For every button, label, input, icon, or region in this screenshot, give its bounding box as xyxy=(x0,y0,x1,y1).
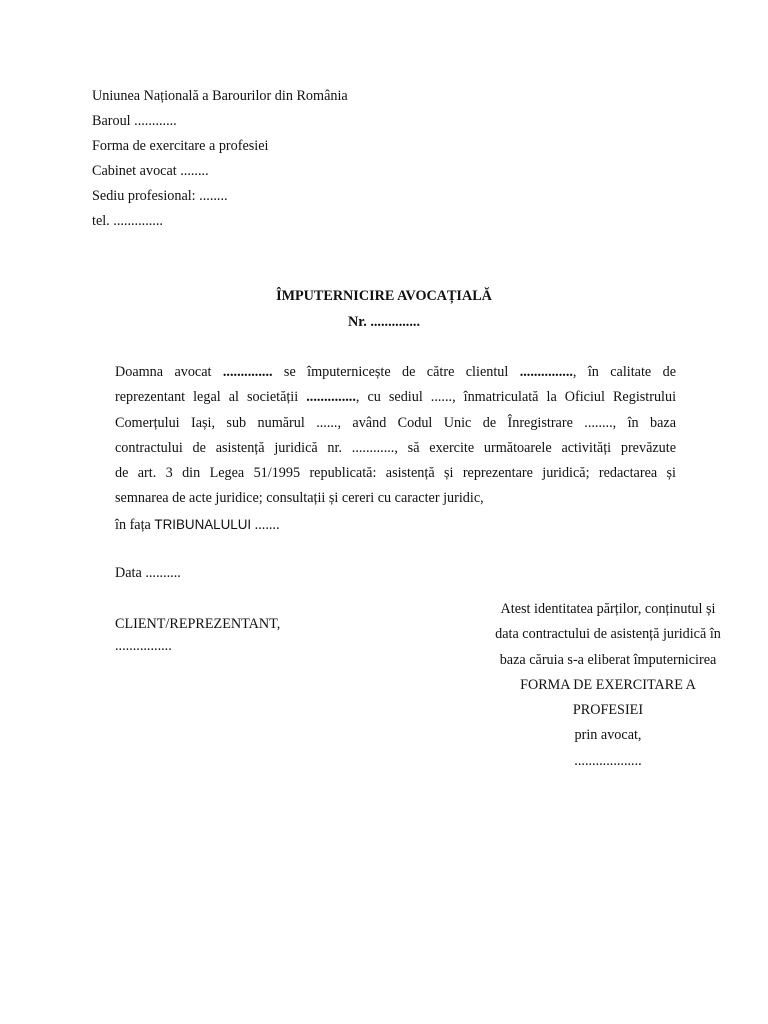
client-signature-block xyxy=(115,613,280,657)
paragraph-line-2 xyxy=(115,385,676,410)
client-name-placeholder: ............... xyxy=(519,364,573,380)
practice-form: Forma de exercitare a profesiei xyxy=(92,138,269,154)
company-name-placeholder: .............. xyxy=(306,389,356,406)
registered-office: Sediu profesional: ........ xyxy=(92,188,228,204)
court-name: TRIBUNALULUI xyxy=(154,516,252,532)
date-line: Data .......... xyxy=(115,565,181,581)
paragraph-line-6: semnarea de acte juridice; consultații și cereri cu caracter juridic, xyxy=(115,490,484,507)
law-office: Cabinet avocat ........ xyxy=(92,163,209,179)
text-fragment: reprezentant legal al societății xyxy=(115,389,299,406)
lawyer-signature-dots: ................... xyxy=(574,752,642,769)
paragraph-line-5: de art. 3 din Legea 51/1995 republicată: asistență și reprezentare juridică; redactarea și xyxy=(115,465,676,482)
text-fragment: ....... xyxy=(254,516,280,533)
lawyer-name-placeholder: .............. xyxy=(222,364,273,380)
paragraph-line-7 xyxy=(115,512,676,538)
document-title: ÎMPUTERNICIRE AVOCAȚIALĂ xyxy=(276,288,492,304)
paragraph-line-1 xyxy=(115,360,676,385)
text-fragment: se împuternicește de către clientul xyxy=(283,364,509,380)
attest-line-4: FORMA DE EXERCITARE A xyxy=(520,676,696,693)
text-fragment: , în calitate de xyxy=(572,364,676,380)
attest-line-3: baza căruia s-a eliberat împuternicirea xyxy=(499,651,717,668)
text-fragment: , cu sediul ......, înmatriculată la Oficiul Registrului xyxy=(355,389,677,406)
document-number: Nr. .............. xyxy=(348,314,420,330)
text-fragment: în fața xyxy=(115,516,151,533)
bar-union-name: Uniunea Națională a Barourilor din România xyxy=(92,88,348,104)
client-label: CLIENT/REPREZENTANT, xyxy=(115,616,281,632)
bar-name: Baroul ............ xyxy=(92,113,177,129)
client-signature-dots: ................ xyxy=(115,638,172,654)
lawyer-attestation-block xyxy=(468,597,748,774)
attest-line-6: prin avocat, xyxy=(574,727,642,744)
paragraph-line-3: Comerțului Iași, sub numărul ......, având Codul Unic de Înregistrare ........, în baza xyxy=(115,414,676,431)
mandate-paragraph xyxy=(115,360,676,538)
paragraph-line-4: contractului de asistență juridică nr. ............, să exercite următoarele activități prevăzute xyxy=(115,439,676,456)
issuer-header xyxy=(92,84,348,234)
attest-line-2: data contractului de asistență juridică în xyxy=(495,626,721,643)
attest-line-5: PROFESIEI xyxy=(572,702,644,719)
phone: tel. .............. xyxy=(92,213,163,229)
text-fragment: Doamna avocat xyxy=(115,364,212,380)
attest-line-1: Atest identitatea părților, conținutul și xyxy=(500,601,716,617)
